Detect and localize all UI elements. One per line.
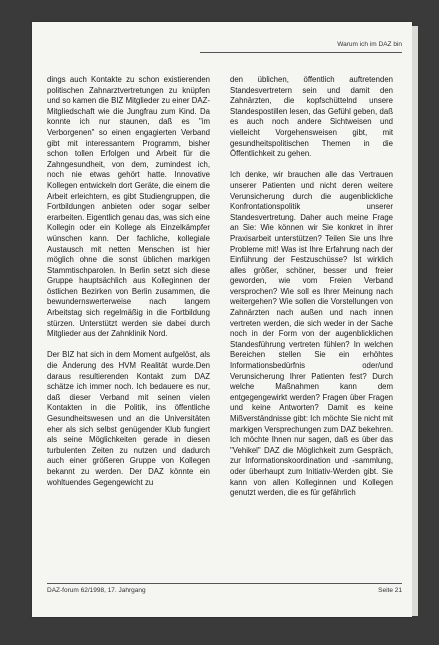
left-paragraph-2: Der BIZ hat sich in dem Moment aufgelöst, als die Änderung des HVM Realität wurde.Den daraus resultierenden Kontakt zum DAZ schätze ich immer noch. Ich bedauere es nur, daß dieser Verband mit seinen vielen Kontakten in die Politik, ins öffentliche Gesundheitswesen und an die Universitäten eher als sich selbst genügender Klub fungiert als seine Möglichkeiten gerade in diesen turbulenten Zeiten zu nutzen und dadurch auch einer größeren Gruppe von Kollegen bekannt zu werden. Der DAZ könnte ein wohltuendes Gegengewicht zu <box>47 350 210 487</box>
header-rule <box>200 52 402 53</box>
footer-publication: DAZ-forum 62/1998, 17. Jahrgang <box>47 587 146 594</box>
right-paragraph-2: Ich denke, wir brauchen alle das Vertrauen unserer Patienten und nicht deren weitere Verunsicherung durch die augenblickliche Konfrontationspolitik unserer Standesvertretung. Daher auch meine Frage an Sie: Wie können wir Sie konkret in ihrer Praxisarbeit unterstützen? Teilen Sie uns Ihre Probleme mit! Was ist Ihre Erfahrung nach der Einführung der Festzuschüsse? Ist wirklich alles größer, schöner, besser und freier geworden, wie vom Freien Verband versprochen? Wie soll es Ihrer Meinung nach weitergehen? Wie sollen die Vorstellungen von Zahnärzten nach außen und nach innen vertreten werden, die sich weder in der Sache noch in der Form von der augenblicklichen Standesführung vertreten fühlen? In welchen Bereichen stellen Sie ein erhöhtes Informationsbedürfnis oder/und Verunsicherung Ihrer Patienten fest? Durch welche Maßnahmen kann dem entgegengewirkt werden? Fragen über Fragen und keine Antworten? Damit es keine Mißverständnisse gibt: Ich möchte Sie nicht mit markigen Versprechungen zum DAZ bekehren. Ich möchte Ihnen nur sagen, daß es über das "Vehikel" DAZ die Möglichkeit zum Gespräch, zur Informationskoordination und -sammlung, oder überhaupt zum Initiativ-Werden gibt. Sie kann von allen Kolleginnen und Kollegen genutzt werden, die es für gefährlich <box>230 170 393 498</box>
document-page <box>32 22 412 617</box>
right-paragraph-1: den üblichen, öffentlich auftretenden Standesvertretern sein und damit den Zahnärzten, die kopfschüttelnd unsere Standespostillen lesen, das Gefühl geben, daß es auch noch andere Sichtweisen und vielleicht Vorgehensweisen gibt, mit gesundheitspolitischen Themen in die Öffentlichkeit zu gehen. <box>230 75 393 159</box>
page-number: Seite 21 <box>378 587 402 594</box>
footer-rule <box>47 583 402 584</box>
page-edge <box>412 26 418 616</box>
right-column <box>230 75 393 509</box>
left-paragraph-1: dings auch Kontakte zu schon existierenden politischen Zahnarztvertretungen zu knüpfen und so kamen die BIZ Mitglieder zu einer DAZ-Mitgliedschaft wie die Jungfrau zum Kind. Da konnte ich nur staunen, daß es "im Verborgenen" so einen engagierten Verband gibt mit interessantem Programm, bisher schon tollen Erfolgen und Arbeit für die Zahngesundheit, von dem, zumindest ich, noch nie etwas gehört hatte. Innovative Kollegen entwickeln dort Geräte, die einem die Arbeit erleichtern, es gibt Studiengruppen, die Fortbildungen anbieten oder sogar selber erarbeiten. Eigentlich genau das, was sich eine Kollegin oder ein Kollege als Einzelkämpfer wünschen kann. Der fachliche, kollegiale Austausch mit netten Menschen ist hier möglich ohne die sonst üblichen markigen Stammtischparolen. In Berlin setzt sich diese Gruppe hauptsächlich aus Kolleginnen der östlichen Bezirken von Berlin zusammen, die bewundernswerterweise nach langem Arbeitstag sich regelmäßig in die Fortbildung stürzen. Unterstützt werden sie dabei durch Mitglieder aus der Zahnklinik Nord. <box>47 75 210 339</box>
running-header: Warum ich im DAZ bin <box>337 41 402 48</box>
left-column <box>47 75 210 499</box>
